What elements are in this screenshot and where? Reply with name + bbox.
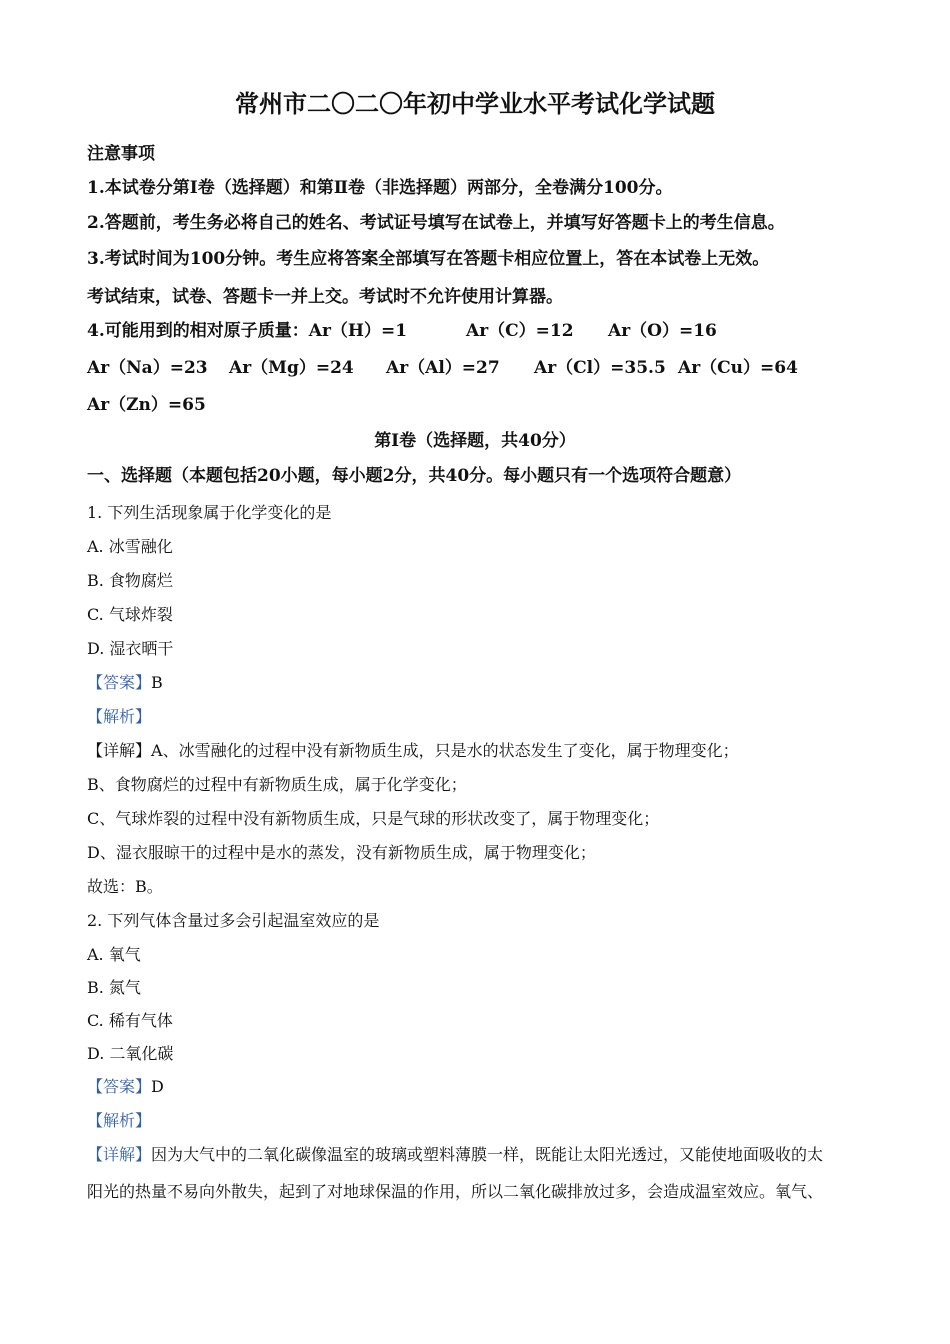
q1-option-d: D. 湿衣晒干 — [87, 639, 174, 658]
q2-option-c: C. 稀有气体 — [87, 1011, 173, 1030]
atomic-mass-cu: Ar（Cu）=64 — [678, 358, 798, 378]
q2-detail-text-1: 因为大气中的二氧化碳像温室的玻璃或塑料薄膜一样，既能让太阳光透过，又能使地面吸收的太 — [151, 1145, 824, 1164]
notice-item-3: 3.考试时间为100分钟。考生应将答案全部填写在答题卡相应位置上，答在本试卷上无效。 — [87, 249, 770, 269]
q1-detail-line-2: B、食物腐烂的过程中有新物质生成，属于化学变化； — [87, 775, 467, 794]
q1-detail-line-3: C、气球炸裂的过程中没有新物质生成，只是气球的形状改变了，属于物理变化； — [87, 809, 660, 828]
q2-option-b: B. 氮气 — [87, 978, 141, 997]
q1-detail-line-4: D、湿衣服晾干的过程中是水的蒸发，没有新物质生成，属于物理变化； — [87, 843, 596, 862]
atomic-mass-line-1 — [87, 320, 407, 342]
q2-detail-tag: 【详解】 — [87, 1145, 152, 1164]
atomic-mass-zn: Ar（Zn）=65 — [87, 395, 206, 415]
notice-item-2: 2.答题前，考生务必将自己的姓名、考试证号填写在试卷上，并填写好答题卡上的考生信息。 — [87, 213, 785, 233]
q1-option-c: C. 气球炸裂 — [87, 605, 173, 624]
q1-stem: 1. 下列生活现象属于化学变化的是 — [87, 503, 332, 522]
q2-stem: 2. 下列气体含量过多会引起温室效应的是 — [87, 911, 380, 930]
notice-item-3-continued: 考试结束，试卷、答题卡一并上交。考试时不允许使用计算器。 — [87, 287, 563, 307]
q2-option-a: A. 氧气 — [87, 945, 141, 964]
atomic-mass-mg: Ar（Mg）=24 — [229, 358, 354, 378]
q1-conclusion: 故选：B。 — [87, 877, 163, 896]
q1-option-b: B. 食物腐烂 — [87, 571, 173, 590]
atomic-mass-c: Ar（C）=12 — [466, 321, 574, 341]
atomic-mass-al: Ar（Al）=27 — [386, 358, 500, 378]
q1-analysis-tag: 【解析】 — [87, 707, 152, 726]
notice-item-1: 1.本试卷分第Ⅰ卷（选择题）和第Ⅱ卷（非选择题）两部分，全卷满分100分。 — [87, 178, 673, 198]
atomic-mass-prefix: 4.可能用到的相对原子质量： — [87, 321, 309, 341]
atomic-mass-o: Ar（O）=16 — [608, 321, 717, 341]
q1-answer — [87, 672, 163, 694]
q2-detail-line-2: 阳光的热量不易向外散失，起到了对地球保温的作用，所以二氧化碳排放过多，会造成温室效应。氧气、 — [87, 1182, 824, 1201]
notice-heading: 注意事项 — [87, 144, 155, 164]
q2-answer-value: D — [151, 1077, 164, 1096]
q2-answer-tag: 【答案】 — [87, 1077, 152, 1096]
section-title: 第Ⅰ卷（选择题，共40分） — [374, 431, 576, 451]
page-title: 常州市二〇二〇年初中学业水平考试化学试题 — [235, 89, 715, 118]
q1-detail-text-1: A、冰雪融化的过程中没有新物质生成，只是水的状态发生了变化，属于物理变化； — [151, 741, 739, 760]
q1-detail-line-1 — [87, 740, 739, 762]
atomic-mass-h: Ar（H）=1 — [308, 321, 408, 341]
q1-option-a: A. 冰雪融化 — [87, 537, 173, 556]
q2-answer — [87, 1076, 164, 1098]
atomic-mass-cl: Ar（Cl）=35.5 — [534, 358, 666, 378]
q2-analysis-tag: 【解析】 — [87, 1111, 152, 1130]
q1-answer-value: B — [151, 673, 163, 692]
q2-detail-line-1 — [87, 1144, 823, 1166]
q1-answer-tag: 【答案】 — [87, 673, 152, 692]
q2-option-d: D. 二氧化碳 — [87, 1044, 174, 1063]
atomic-mass-na: Ar（Na）=23 — [87, 358, 208, 378]
q1-detail-tag: 【详解】 — [87, 741, 152, 760]
part-heading: 一、选择题（本题包括20小题，每小题2分，共40分。每小题只有一个选项符合题意） — [87, 466, 742, 486]
